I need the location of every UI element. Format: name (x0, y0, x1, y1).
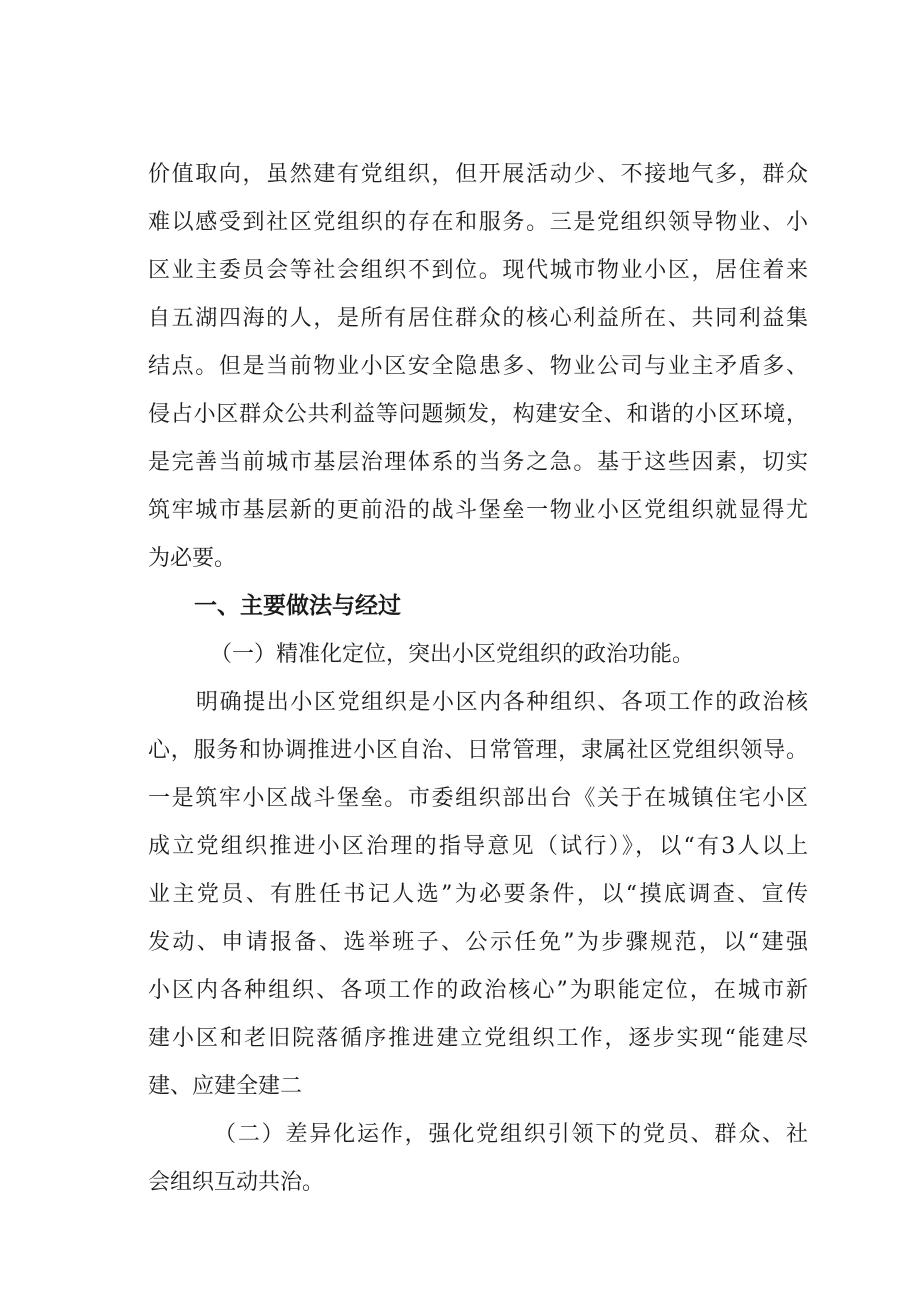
paragraph-2-line-4: 成立党组织推进小区治理的指导意见（试行）》，以“有3人以上 (148, 834, 808, 859)
paragraph-2-line-2: 心，服务和协调推进小区自治、日常管理，隶属社区党组织领导。 (148, 738, 808, 763)
subheading-2-line-2: 会组织互动共治。 (148, 1170, 325, 1195)
paragraph-2-line-1: 明确提出小区党组织是小区内各种组织、各项工作的政治核 (196, 690, 808, 715)
subheading-1: （一）精准化定位，突出小区党组织的政治功能。 (210, 642, 695, 667)
paragraph-2-line-8: 建小区和老旧院落循序推进建立党组织工作，逐步实现“能建尽 (148, 1026, 808, 1051)
paragraph-1-line-1: 价值取向，虽然建有党组织，但开展活动少、不接地气多，群众 (148, 162, 808, 187)
paragraph-1-line-3: 区业主委员会等社会组织不到位。现代城市物业小区，居住着来 (148, 258, 808, 283)
paragraph-1-line-9: 为必要。 (148, 546, 237, 571)
subheading-2-line-1: （二）差异化运作，强化党组织引领下的党员、群众、社 (214, 1122, 808, 1147)
paragraph-2-line-5: 业主党员、有胜任书记人选”为必要条件，以“摸底调查、宣传 (148, 882, 808, 907)
paragraph-1-line-2: 难以感受到社区党组织的存在和服务。三是党组织领导物业、小 (148, 210, 808, 235)
paragraph-1-line-7: 是完善当前城市基层治理体系的当务之急。基于这些因素，切实 (148, 450, 808, 475)
paragraph-1-line-4: 自五湖四海的人，是所有居住群众的核心利益所在、共同利益集 (148, 306, 808, 331)
paragraph-2-line-9: 建、应建全建二 (148, 1074, 303, 1099)
paragraph-2-line-3: 一是筑牢小区战斗堡垒。市委组织部出台《关于在城镇住宅小区 (148, 786, 808, 811)
paragraph-1-line-6: 侵占小区群众公共利益等问题频发，构建安全、和谐的小区环境， (148, 402, 808, 427)
paragraph-2-line-7: 小区内各种组织、各项工作的政治核心”为职能定位，在城市新 (148, 978, 808, 1003)
paragraph-1-line-5: 结点。但是当前物业小区安全隐患多、物业公司与业主矛盾多、 (148, 354, 808, 379)
section-heading: 一、主要做法与经过 (194, 593, 401, 619)
paragraph-1-line-8: 筑牢城市基层新的更前沿的战斗堡垒一物业小区党组织就显得尤 (148, 498, 808, 523)
paragraph-2-line-6: 发动、申请报备、选举班子、公示任免”为步骤规范，以“建强 (148, 930, 808, 955)
